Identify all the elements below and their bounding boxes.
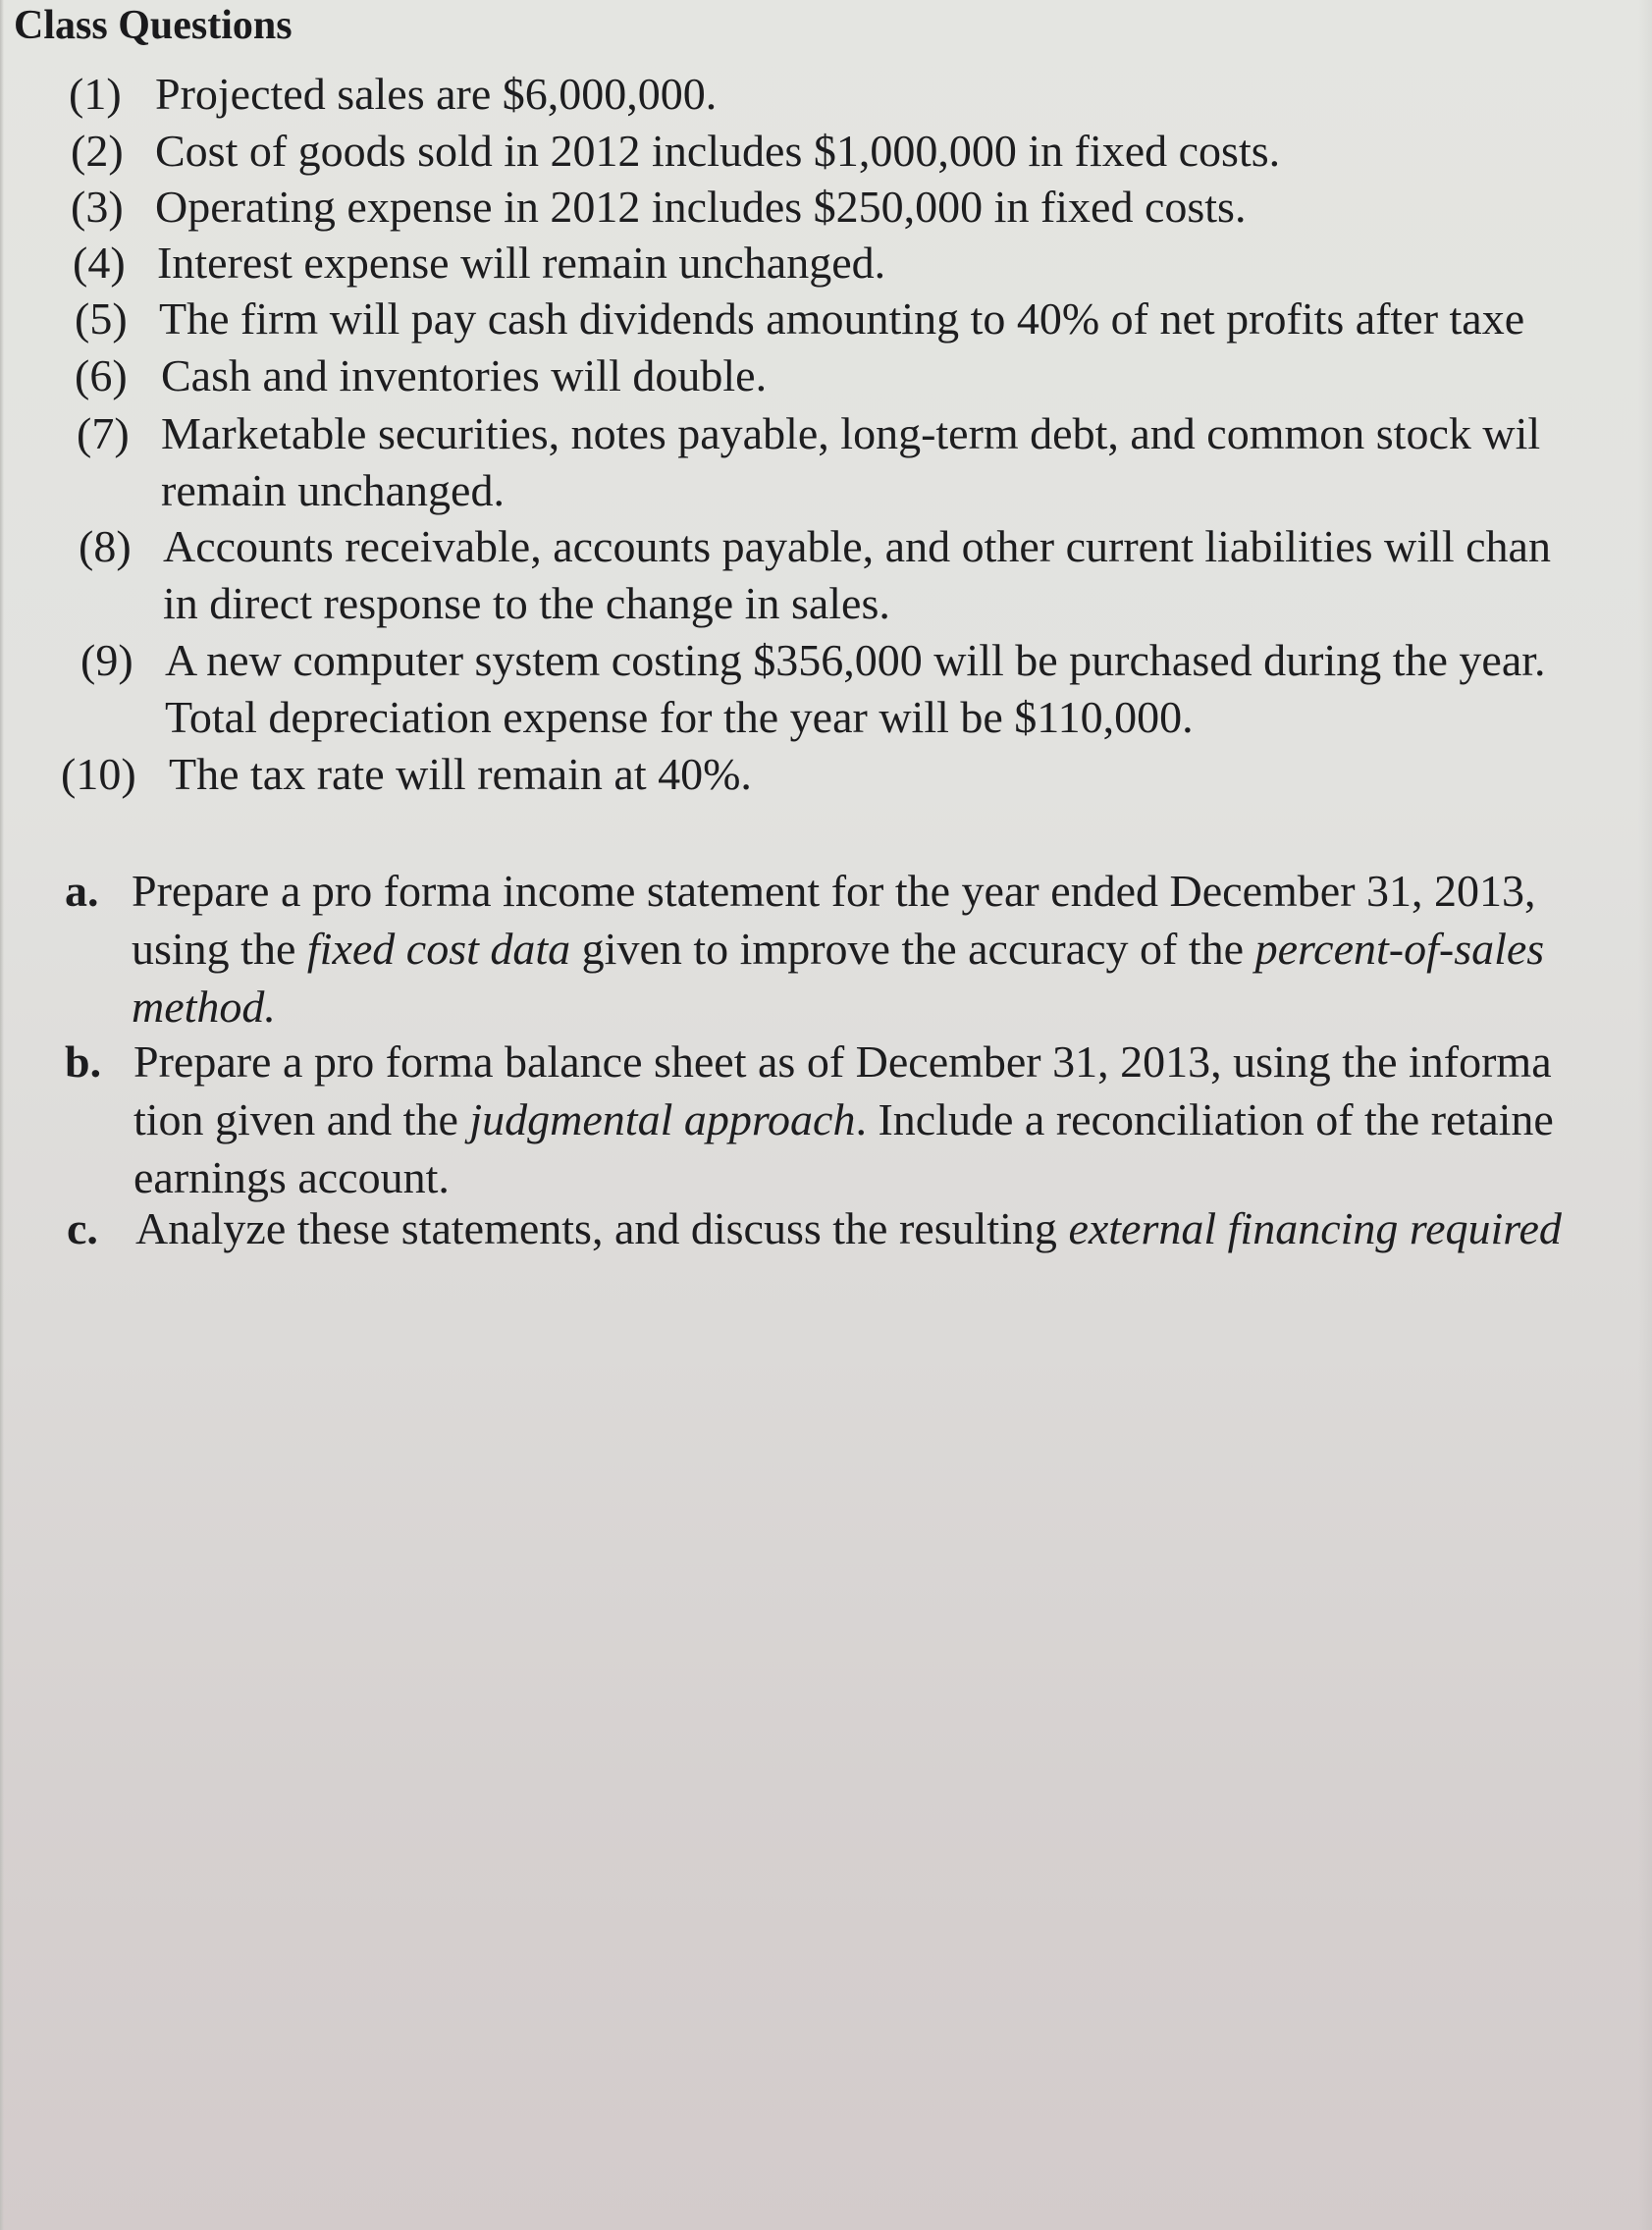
part-text-line: using the fixed cost data given to improve the accuracy of the percent-of-sales xyxy=(132,924,1545,974)
page-title: Class Questions xyxy=(14,3,293,48)
item-number: (3) xyxy=(71,182,124,232)
part-text-line: Analyze these statements, and discuss the resulting external financing required xyxy=(135,1203,1562,1253)
page-left-edge xyxy=(0,0,4,2230)
item-text-continued: Total depreciation expense for the year will be $110,000. xyxy=(165,692,1194,742)
part-text-line: Prepare a pro forma income statement for the year ended December 31, 2013, xyxy=(132,866,1536,916)
page-right-shadow xyxy=(1638,0,1652,2230)
item-text: Interest expense will remain unchanged. xyxy=(157,238,886,288)
part-letter: a. xyxy=(65,866,99,916)
item-number: (7) xyxy=(77,408,130,458)
item-text-continued: in direct response to the change in sales. xyxy=(163,578,890,628)
item-text: A new computer system costing $356,000 will be purchased during the year. xyxy=(165,635,1546,685)
item-text: Marketable securities, notes payable, long-term debt, and common stock wil xyxy=(161,408,1541,458)
item-text: The firm will pay cash dividends amounting to 40% of net profits after taxe xyxy=(159,293,1525,344)
item-number: (4) xyxy=(73,238,126,288)
item-text: Projected sales are $6,000,000. xyxy=(155,69,718,119)
part-text-line: Prepare a pro forma balance sheet as of December 31, 2013, using the informa xyxy=(133,1036,1552,1087)
part-text-line: earnings account. xyxy=(133,1152,450,1202)
item-text: Accounts receivable, accounts payable, and other current liabilities will chan xyxy=(163,521,1551,571)
item-number: (6) xyxy=(75,350,128,400)
item-text-continued: remain unchanged. xyxy=(161,465,505,515)
item-text: Cost of goods sold in 2012 includes $1,000,000 in fixed costs. xyxy=(155,126,1281,176)
part-letter: c. xyxy=(67,1203,98,1253)
item-text: Operating expense in 2012 includes $250,000 in fixed costs. xyxy=(155,182,1247,232)
part-letter: b. xyxy=(65,1036,102,1087)
part-text-line: tion given and the judgmental approach. Include a reconciliation of the retaine xyxy=(133,1094,1554,1144)
item-number: (1) xyxy=(69,69,122,119)
item-number: (9) xyxy=(80,635,133,685)
item-number: (10) xyxy=(61,749,136,799)
part-text-line: method. xyxy=(132,982,276,1032)
item-number: (8) xyxy=(79,521,132,571)
item-number: (5) xyxy=(75,293,128,344)
item-number: (2) xyxy=(71,126,124,176)
item-text: Cash and inventories will double. xyxy=(161,350,768,400)
item-text: The tax rate will remain at 40%. xyxy=(169,749,752,799)
